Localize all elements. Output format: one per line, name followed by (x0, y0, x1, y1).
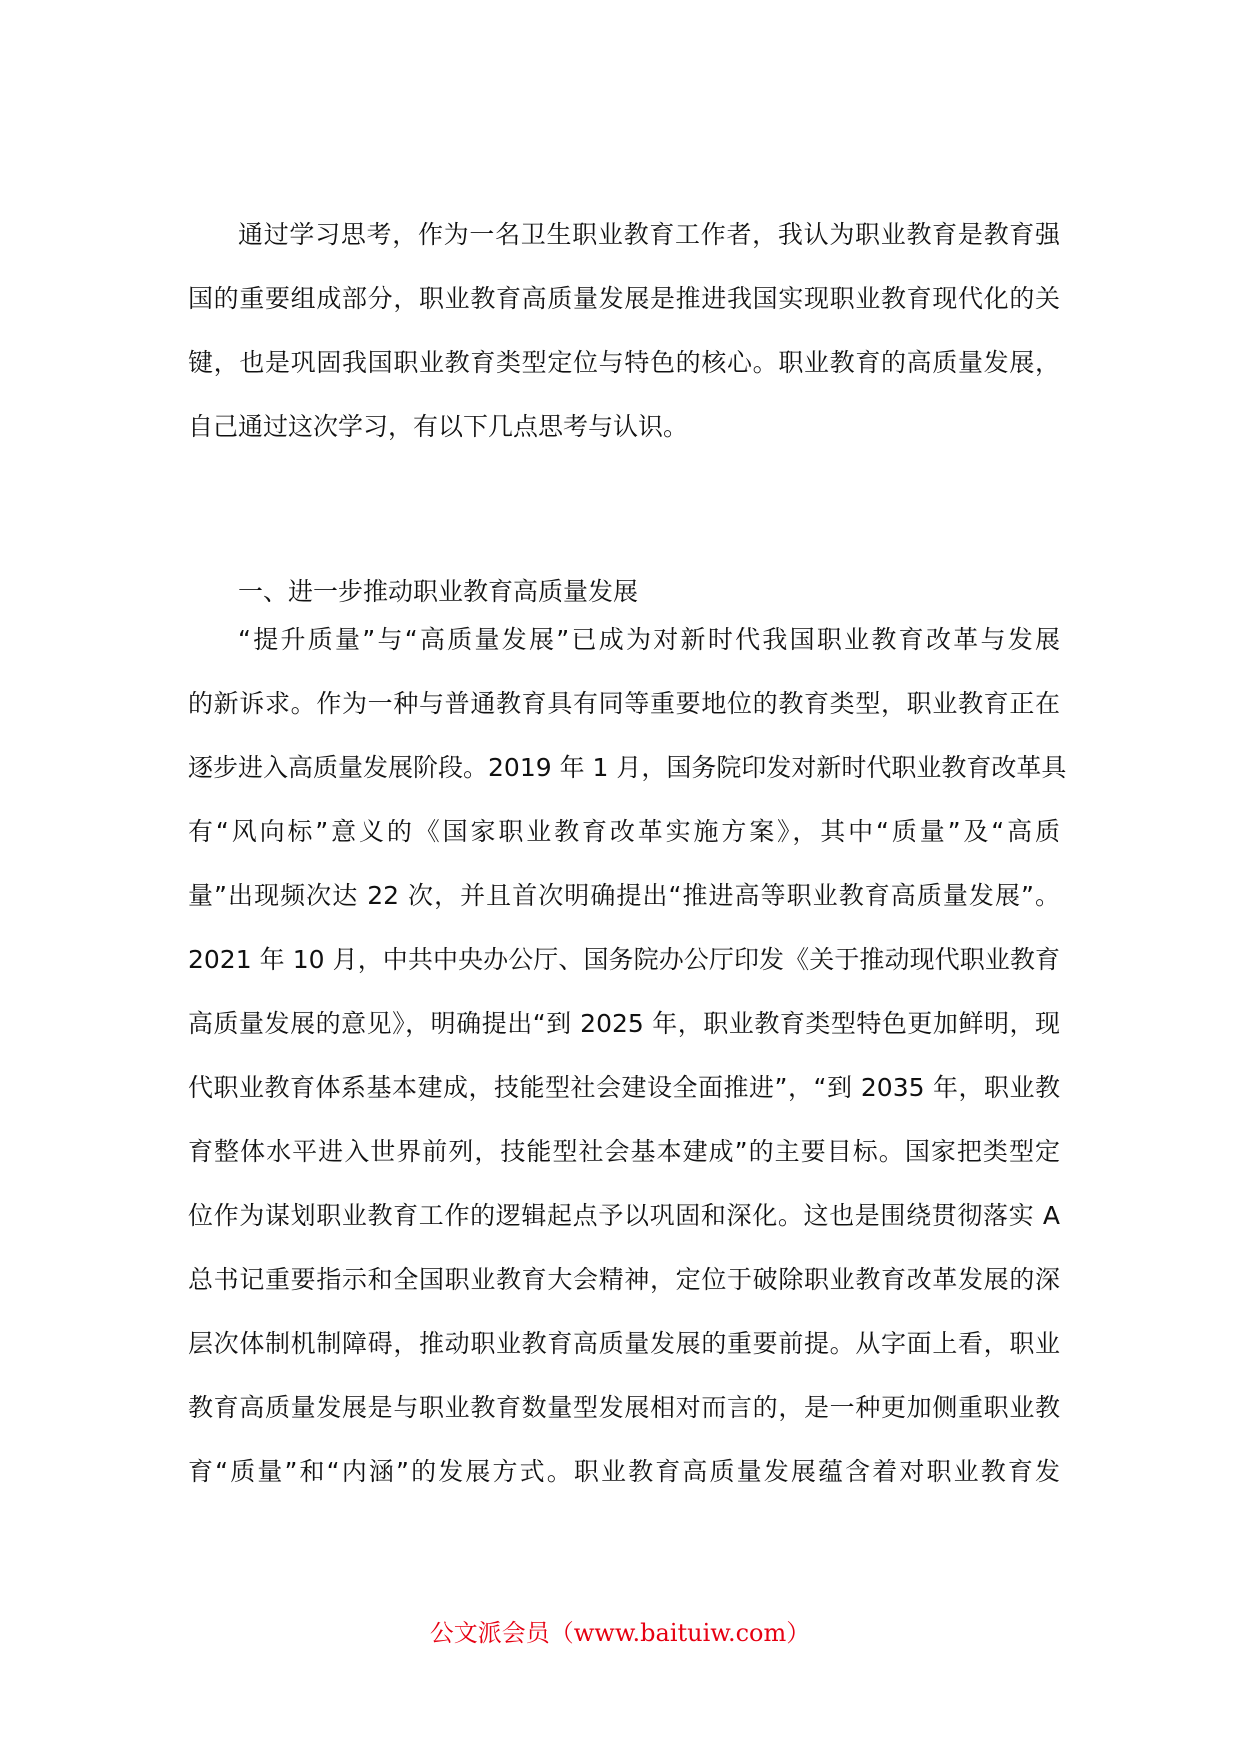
paragraph-line: 高质量发展的意见》，明确提出“到 2025 年，职业教育类型特色更加鲜明，现 (188, 1009, 1060, 1038)
footer-label: 公文派会员 (429, 1619, 550, 1647)
paragraph-line: 层次体制机制障碍，推动职业教育高质量发展的重要前提。从字面上看，职业 (188, 1329, 1060, 1358)
paragraph-line: 2021 年 10 月，中共中央办公厅、国务院办公厅印发《关于推动现代职业教育 (188, 945, 1060, 974)
paragraph-line: 教育高质量发展是与职业教育数量型发展相对而言的，是一种更加侧重职业教 (188, 1393, 1060, 1422)
paragraph-line: 育“质量”和“内涵”的发展方式。职业教育高质量发展蕴含着对职业教育发 (188, 1457, 1060, 1486)
paragraph-line: 代职业教育体系基本建成，技能型社会建设全面推进”，“到 2035 年，职业教 (188, 1073, 1060, 1102)
footer-watermark (0, 1613, 1240, 1653)
section-heading: 一、进一步推动职业教育高质量发展 (238, 577, 639, 606)
paragraph-line: 量”出现频次达 22 次，并且首次明确提出“推进高等职业教育高质量发展”。 (188, 881, 1060, 910)
paragraph-line: 总书记重要指示和全国职业教育大会精神，定位于破除职业教育改革发展的深 (188, 1265, 1060, 1294)
paragraph-line: 位作为谋划职业教育工作的逻辑起点予以巩固和深化。这也是围绕贯彻落实 A (188, 1201, 1060, 1230)
paragraph-line: 通过学习思考，作为一名卫生职业教育工作者，我认为职业教育是教育强 (238, 220, 1060, 249)
footer-url-link[interactable]: www.baituiw.com (573, 1619, 787, 1647)
paragraph-line: 的新诉求。作为一种与普通教育具有同等重要地位的教育类型，职业教育正在 (188, 689, 1060, 718)
paragraph-line: 有“风向标”意义的《国家职业教育改革实施方案》，其中“质量”及“高质 (188, 817, 1060, 846)
paragraph-line: “提升质量”与“高质量发展”已成为对新时代我国职业教育改革与发展 (238, 625, 1060, 654)
intro-paragraph (188, 203, 1060, 459)
footer-close-paren: ） (786, 1619, 811, 1647)
paragraph-line: 自己通过这次学习，有以下几点思考与认识。 (188, 412, 689, 441)
paragraph-line: 逐步进入高质量发展阶段。2019 年 1 月，国务院印发对新时代职业教育改革具 (188, 753, 1067, 782)
footer-open-paren: （ (549, 1619, 574, 1647)
paragraph-line: 育整体水平进入世界前列，技能型社会基本建成”的主要目标。国家把类型定 (188, 1137, 1060, 1166)
paragraph-line: 键，也是巩固我国职业教育类型定位与特色的核心。职业教育的高质量发展， (188, 348, 1060, 377)
paragraph-line: 国的重要组成部分，职业教育高质量发展是推进我国实现职业教育现代化的关 (188, 284, 1060, 313)
section-paragraph (188, 608, 1067, 1504)
